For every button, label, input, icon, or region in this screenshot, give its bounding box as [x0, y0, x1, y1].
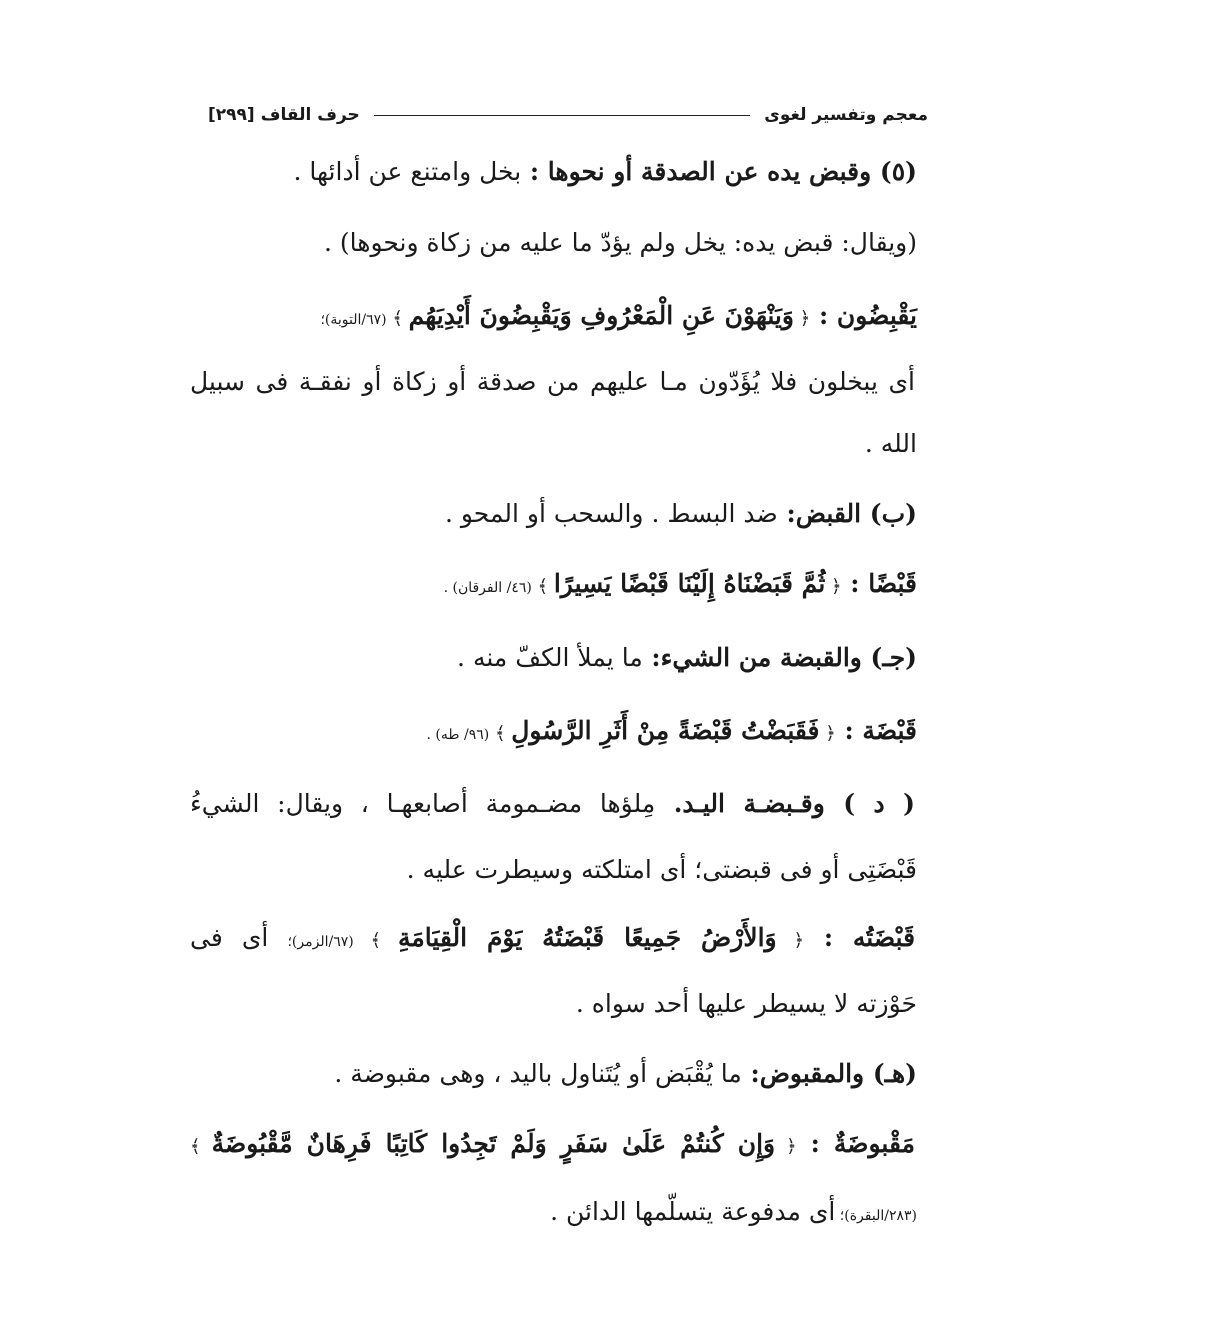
verse-reference: (٢٨٣/البقرة)؛ [835, 1208, 917, 1224]
body-text: أى فى [190, 923, 288, 952]
verse-reference: (٤٦/ الفرقان) . [443, 580, 532, 596]
text-line [427, 713, 917, 748]
text-line [190, 786, 915, 821]
bold-text: ثُمَّ قَبَضْنَاهُ إِلَيْنَا قَبْضًا يَسِيرًا [553, 569, 826, 598]
bold-text: (جـ) والقبضة من الشيء: [642, 643, 917, 672]
verse-reference: (٦٧/الزمر)؛ [287, 934, 354, 950]
page-number: [٢٩٩] [208, 105, 255, 125]
text-line [444, 566, 917, 601]
text-line [190, 364, 915, 399]
text-line [407, 852, 917, 887]
text-line [190, 920, 915, 955]
bold-text: قَبْضًا : [841, 569, 917, 598]
text-line [190, 1126, 915, 1161]
bold-text: يَقْبِضُون : [810, 301, 917, 330]
quran-bracket: ﴿ [825, 576, 842, 597]
text-line [576, 986, 917, 1021]
quran-bracket: ﴾ [190, 1136, 212, 1157]
verse-reference: (٩٦/ طه) . [426, 727, 490, 743]
quran-bracket: ﴿ [776, 930, 805, 951]
bold-text: (٥) وقبض يده عن الصدقة أو نحوها : [521, 157, 917, 186]
book-title: معجم وتفسير لغوى [764, 105, 928, 125]
quran-bracket: ﴾ [489, 723, 512, 744]
body-text: (ويقال: قبض يده: [725, 228, 917, 257]
body-text: بخل وامتنع عن أدائها . [293, 157, 522, 186]
body-text: ما يُقْبَض أو يُتَناول باليد ، وهى مقبوضة . [334, 1059, 742, 1088]
body-text: ما يملأ الكفّ منه . [457, 643, 643, 672]
text-line [445, 496, 917, 531]
bold-text: فَقَبَضْتُ قَبْضَةً مِنْ أَثَرِ الرَّسُولِ [511, 716, 820, 745]
bold-text: ( د ) وقـبضـة اليـد. [655, 789, 915, 818]
bold-text: (ب) القبض: [777, 499, 917, 528]
bold-text: وَإِن كُنتُمْ عَلَىٰ سَفَرٍ وَلَمْ تَجِدُوا كَاتِبًا فَرِهَانٌ مَّقْبُوضَةٌ [211, 1129, 776, 1158]
bold-text: قَبْضَة : [835, 716, 917, 745]
bold-text: قَبْضَتُه : [804, 923, 916, 952]
quran-bracket: ﴾ [386, 308, 409, 329]
text-line [294, 154, 917, 189]
text-line [457, 640, 917, 675]
body-text: الله . [864, 429, 917, 458]
quran-bracket: ﴿ [819, 723, 836, 744]
body-text: قَبْضَتِى أو فى قبضتى؛ أى امتلكته وسيطرت عليه . [406, 855, 917, 884]
bold-text: (هـ) والمقبوض: [741, 1059, 917, 1088]
body-text: مِلؤها مضـمومة أصابعهـا ، ويقال: الشيءُ [190, 789, 656, 818]
verse-reference: (٦٧/التوبة)؛ [320, 312, 387, 328]
text-line [865, 426, 917, 461]
running-header [208, 100, 928, 130]
body-text: أى مدفوعة يتسلّمها الدائن . [550, 1197, 836, 1226]
body-text: حَوْزته لا يسيطر عليها أحد سواه . [575, 989, 917, 1018]
header-rule [374, 115, 750, 116]
quran-bracket: ﴾ [353, 930, 398, 951]
quran-bracket: ﴾ [531, 576, 554, 597]
body-text: ضد البسط . والسحب أو المحو . [445, 499, 778, 528]
bold-text: مَقْبوضَةٌ : [796, 1129, 915, 1158]
quran-bracket: ﴿ [793, 308, 811, 329]
body-text: أى يبخلون فلا يُؤَدّون مـا عليهم من صدقة أو زكاة أو نفقـة فى سبيل [190, 367, 915, 396]
quran-bracket: ﴿ [775, 1136, 797, 1157]
text-line [324, 225, 917, 260]
bold-text: وَالأَرْضُ جَمِيعًا قَبْضَتُهُ يَوْمَ الْقِيَامَةِ [397, 923, 777, 952]
body-text: يخل ولم يؤدّ ما عليه من زكاة ونحوها) . [324, 228, 726, 257]
text-line [550, 1194, 917, 1229]
text-line [320, 298, 917, 333]
bold-text: وَيَنْهَوْنَ عَنِ الْمَعْرُوفِ وَيَقْبِضُونَ أَيْدِيَهُم [408, 301, 794, 330]
chapter-title: حرف القاف [260, 105, 360, 125]
text-line [334, 1056, 917, 1091]
